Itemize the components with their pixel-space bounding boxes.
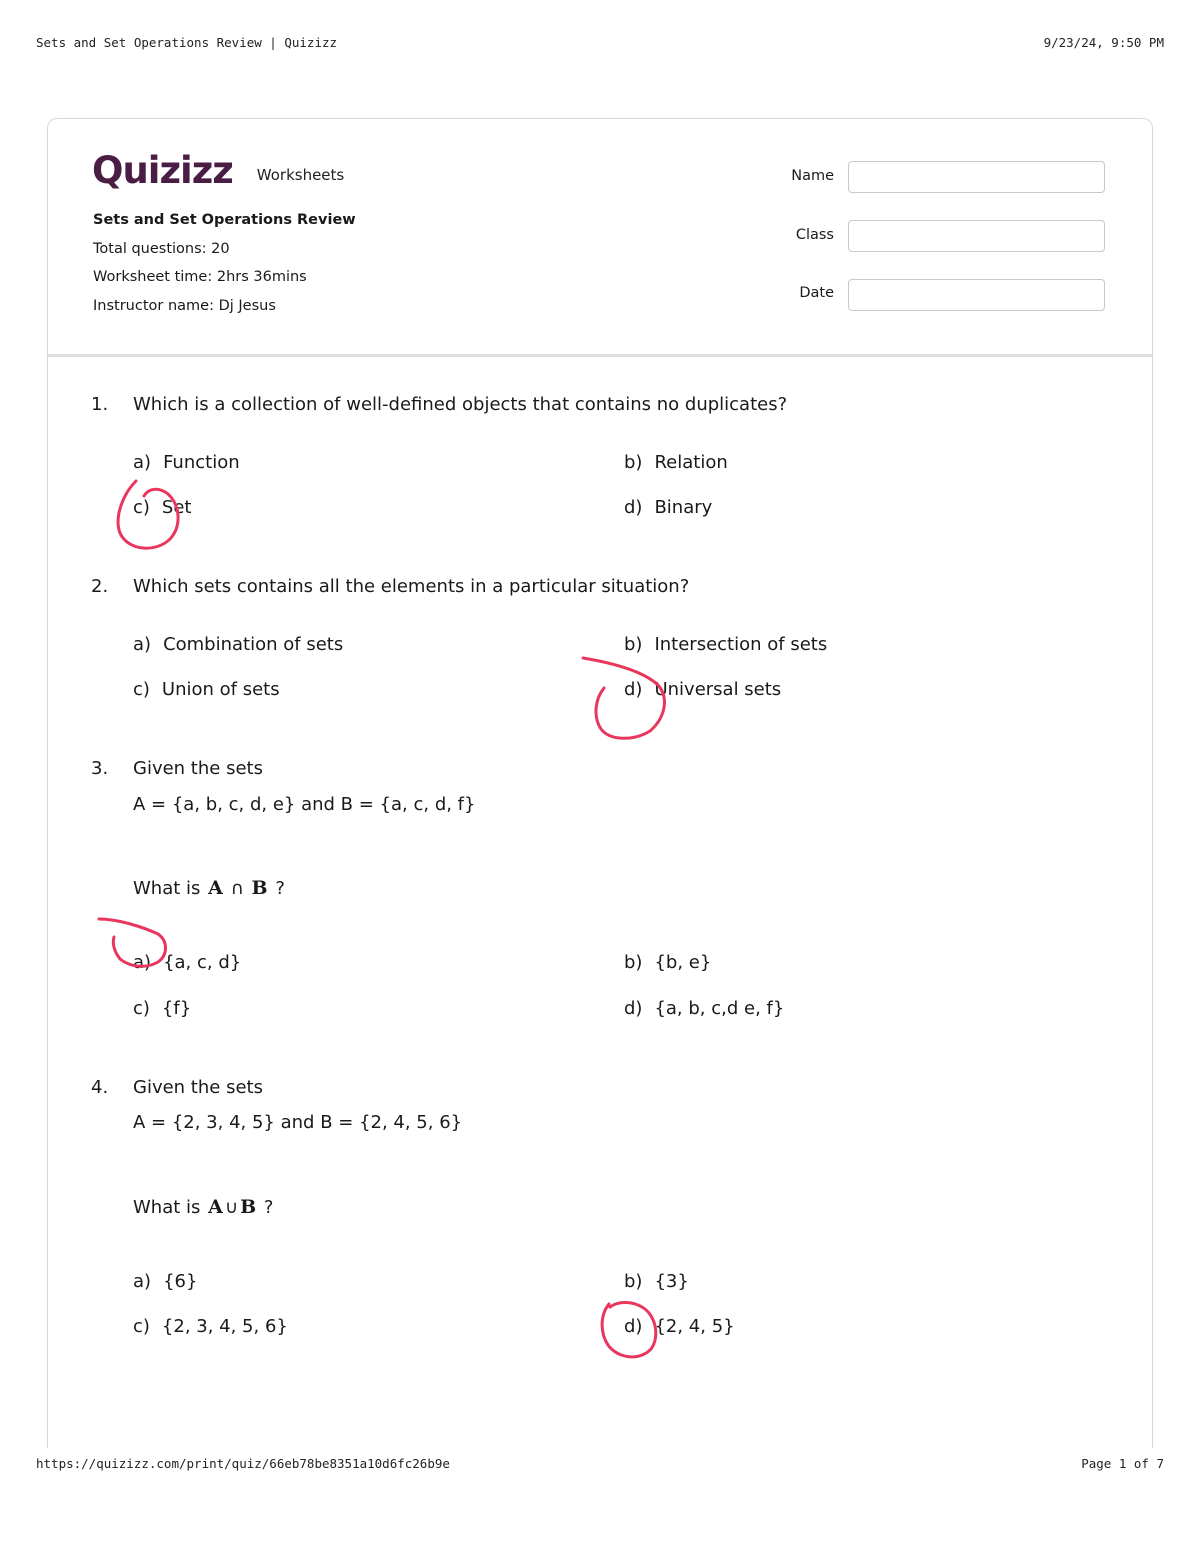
option-text: Relation bbox=[654, 452, 728, 473]
question-text: Which is a collection of well-defined objects that contains no duplicates? bbox=[133, 394, 788, 415]
intersection-symbol: ∩ bbox=[230, 878, 244, 899]
option-text: {a, c, d} bbox=[163, 952, 242, 973]
logo-subtitle: Worksheets bbox=[256, 166, 345, 184]
quizizz-logo bbox=[92, 149, 344, 193]
question-number: 4. bbox=[91, 1077, 109, 1098]
option-d[interactable] bbox=[624, 679, 781, 700]
question-sets: A = {a, b, c, d, e} and B = {a, c, d, f} bbox=[133, 794, 476, 815]
option-text: {6} bbox=[163, 1271, 198, 1292]
math-set-a: A bbox=[208, 1196, 223, 1218]
worksheet-header bbox=[48, 119, 1152, 357]
option-a[interactable] bbox=[133, 634, 343, 655]
question-ask bbox=[133, 1196, 273, 1218]
ask-prefix: What is bbox=[133, 1197, 201, 1218]
question-number: 2. bbox=[91, 576, 109, 597]
option-text: {b, e} bbox=[654, 952, 712, 973]
option-text: Intersection of sets bbox=[654, 634, 828, 655]
name-field[interactable] bbox=[848, 161, 1105, 193]
option-d[interactable] bbox=[624, 998, 784, 1019]
logo-wordmark: Quizizz bbox=[92, 149, 233, 192]
option-letter: a) bbox=[133, 634, 152, 655]
math-set-b: B bbox=[240, 1196, 257, 1218]
option-letter: c) bbox=[133, 1316, 150, 1337]
option-d[interactable] bbox=[624, 497, 712, 518]
option-text: {2, 4, 5} bbox=[654, 1316, 735, 1337]
date-label: Date bbox=[799, 285, 834, 301]
math-set-a: A bbox=[208, 877, 223, 899]
option-text: Function bbox=[163, 452, 240, 473]
option-b[interactable] bbox=[624, 1271, 689, 1292]
option-text: Universal sets bbox=[654, 679, 782, 700]
option-c[interactable] bbox=[133, 998, 191, 1019]
option-b[interactable] bbox=[624, 452, 728, 473]
option-letter: d) bbox=[624, 679, 643, 700]
print-title: Sets and Set Operations Review | Quizizz bbox=[36, 35, 338, 50]
print-datetime: 9/23/24, 9:50 PM bbox=[1043, 35, 1164, 50]
option-text: {2, 3, 4, 5, 6} bbox=[161, 1316, 288, 1337]
option-b[interactable] bbox=[624, 952, 711, 973]
option-d[interactable] bbox=[624, 1316, 735, 1337]
option-text: Union of sets bbox=[161, 679, 280, 700]
class-label: Class bbox=[795, 227, 834, 243]
option-letter: c) bbox=[133, 998, 150, 1019]
option-letter: b) bbox=[624, 1271, 643, 1292]
option-text: {f} bbox=[161, 998, 192, 1019]
option-a[interactable] bbox=[133, 452, 240, 473]
worksheet-time: Worksheet time: 2hrs 36mins bbox=[93, 269, 307, 285]
worksheet-title: Sets and Set Operations Review bbox=[93, 212, 356, 228]
option-letter: a) bbox=[133, 952, 152, 973]
question-sets: A = {2, 3, 4, 5} and B = {2, 4, 5, 6} bbox=[133, 1112, 463, 1133]
page-number: Page 1 of 7 bbox=[1081, 1456, 1164, 1471]
print-url[interactable]: https://quizizz.com/print/quiz/66eb78be8351a10d6fc26b9e bbox=[36, 1456, 450, 1471]
option-text: Set bbox=[161, 497, 192, 518]
option-letter: b) bbox=[624, 634, 643, 655]
worksheet bbox=[47, 118, 1153, 1448]
option-letter: a) bbox=[133, 452, 152, 473]
option-letter: a) bbox=[133, 1271, 152, 1292]
option-c[interactable] bbox=[133, 497, 191, 518]
option-text: {3} bbox=[654, 1271, 689, 1292]
option-a[interactable] bbox=[133, 1271, 197, 1292]
option-letter: b) bbox=[624, 952, 643, 973]
class-field[interactable] bbox=[848, 220, 1105, 252]
option-text: {a, b, c,d e, f} bbox=[654, 998, 785, 1019]
question-number: 3. bbox=[91, 758, 109, 779]
print-header bbox=[36, 35, 1164, 50]
option-c[interactable] bbox=[133, 679, 280, 700]
option-letter: b) bbox=[624, 452, 643, 473]
option-c[interactable] bbox=[133, 1316, 288, 1337]
option-text: Binary bbox=[654, 497, 713, 518]
option-letter: d) bbox=[624, 998, 643, 1019]
question-number: 1. bbox=[91, 394, 109, 415]
option-b[interactable] bbox=[624, 634, 827, 655]
ask-suffix: ? bbox=[275, 878, 285, 899]
option-letter: c) bbox=[133, 679, 150, 700]
union-symbol: ∪ bbox=[224, 1197, 239, 1218]
question-text: Which sets contains all the elements in a particular situation? bbox=[133, 576, 690, 597]
option-letter: c) bbox=[133, 497, 150, 518]
math-set-b: B bbox=[251, 877, 268, 899]
option-letter: d) bbox=[624, 497, 643, 518]
date-field[interactable] bbox=[848, 279, 1105, 311]
option-letter: d) bbox=[624, 1316, 643, 1337]
total-questions: Total questions: 20 bbox=[93, 241, 230, 257]
option-text: Combination of sets bbox=[163, 634, 344, 655]
question-ask bbox=[133, 877, 285, 899]
ask-prefix: What is bbox=[133, 878, 201, 899]
ask-suffix: ? bbox=[263, 1197, 274, 1218]
option-a[interactable] bbox=[133, 952, 241, 973]
name-label: Name bbox=[791, 168, 834, 184]
question-text: Given the sets bbox=[133, 1077, 263, 1098]
instructor-name: Instructor name: Dj Jesus bbox=[93, 298, 276, 314]
print-footer bbox=[36, 1456, 1164, 1471]
question-text: Given the sets bbox=[133, 758, 263, 779]
